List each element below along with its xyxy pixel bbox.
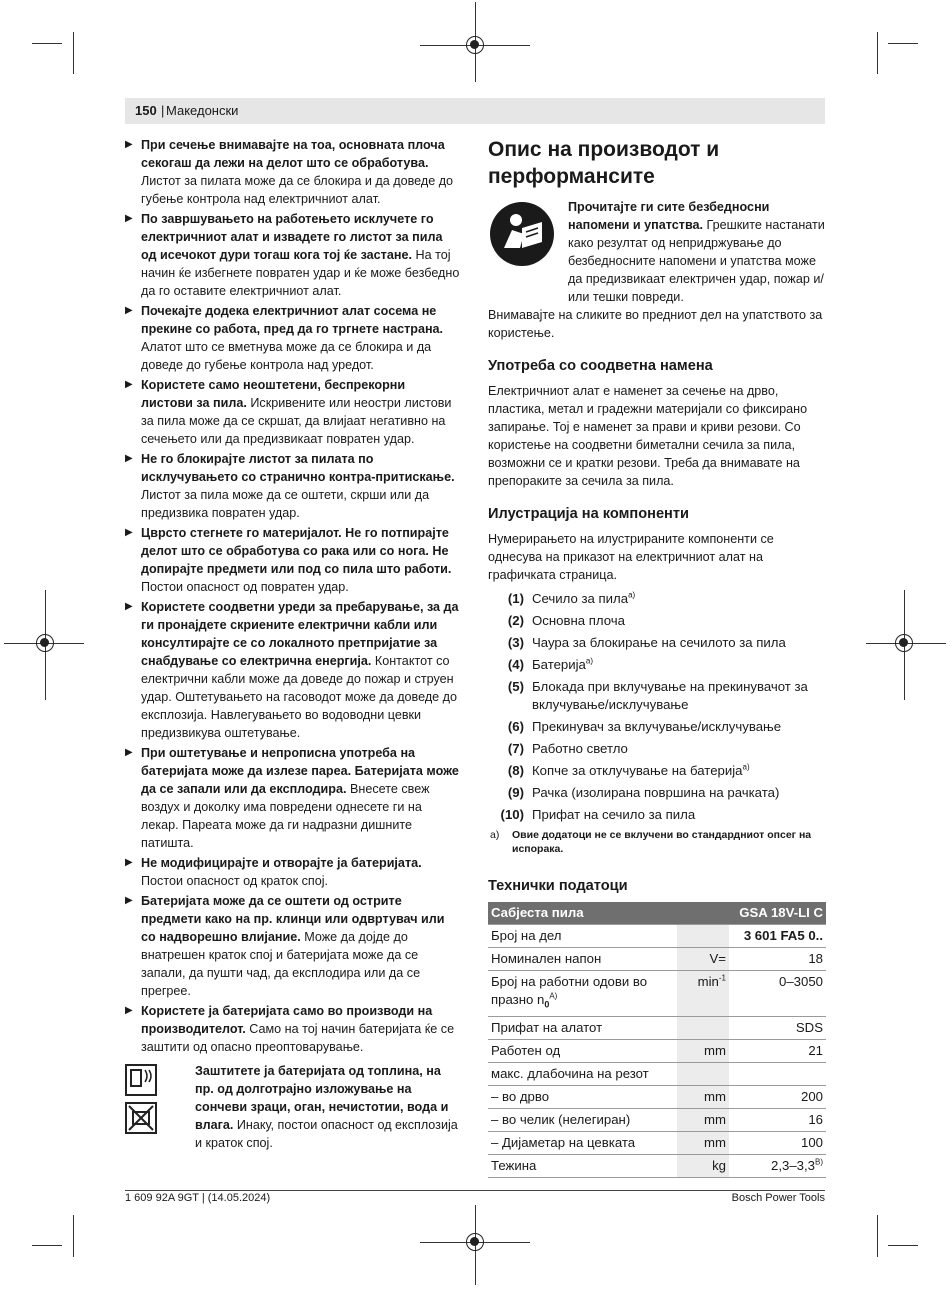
tech-row-unit-exponent: -1 — [718, 973, 726, 983]
component-label: Основна плоча — [532, 613, 625, 628]
tech-data-title: Технички податоци — [488, 878, 628, 894]
tech-row-label-text: Број на дел — [491, 928, 562, 943]
component-number: (3) — [507, 635, 524, 650]
bullet-text: Само на тој начин батеријата ќе се заштити од опасно преоптоварување. — [141, 1022, 455, 1054]
tech-row-value — [729, 925, 826, 948]
tech-table-header — [488, 902, 826, 925]
tech-row-label-text: Број на работни одови во празно n — [491, 974, 648, 1007]
safety-bullet — [125, 1002, 460, 1056]
tech-row-unit — [677, 971, 729, 1017]
component-footnote-ref: a) — [742, 762, 750, 772]
crop-mark — [888, 1245, 918, 1246]
safety-bullet — [125, 598, 460, 742]
no-water-icon — [125, 1102, 157, 1134]
component-label: Батерија — [532, 657, 586, 672]
components-list — [488, 590, 826, 824]
tech-row-value — [729, 1154, 826, 1177]
footer-rule — [125, 1190, 825, 1191]
safety-bullet — [125, 744, 460, 852]
registration-mark — [36, 634, 54, 652]
tech-row-value — [729, 971, 826, 1017]
safety-bullet-list — [125, 136, 460, 1056]
tech-row-value-footnote: B) — [815, 1157, 823, 1167]
crop-mark — [888, 43, 918, 44]
tech-row-label — [488, 1062, 677, 1085]
component-item — [488, 718, 826, 736]
heat-pictograms — [125, 1064, 161, 1140]
tech-table-row — [488, 1154, 826, 1177]
tech-table-row — [488, 1062, 826, 1085]
bullet-arrow-icon: ▶ — [125, 747, 133, 758]
heat-warning-bold: Заштитете ја батеријата од топлина, на пр. од долготрајно изложување на сончеви зраци, оган, нечистотии, вода и влага. — [195, 1064, 449, 1132]
tech-table-row — [488, 925, 826, 948]
left-column — [125, 136, 460, 1152]
tech-table-row — [488, 1131, 826, 1154]
tech-row-value-text: 200 — [800, 1088, 823, 1104]
component-label: Работно светло — [532, 741, 628, 756]
footer-brand: Bosch Power Tools — [731, 1192, 825, 1204]
tech-row-value-text: SDS — [795, 1019, 823, 1035]
tech-row-label-text: – во дрво — [491, 1088, 550, 1104]
tech-table-row — [488, 1085, 826, 1108]
component-number: (8) — [507, 763, 524, 778]
component-footnote-ref: a) — [628, 590, 636, 600]
tech-row-value-text: 100 — [800, 1134, 823, 1150]
footer-doc-id: 1 609 92A 9GT | (14.05.2024) — [125, 1192, 271, 1204]
crop-mark — [73, 1215, 74, 1257]
bullet-bold-text: Не модифицирајте и отворајте ја батеријата. — [141, 856, 422, 870]
component-item — [488, 612, 826, 630]
bullet-bold-text: При сечење внимавајте на тоа, основната плоча секогаш да лежи на делот што се обработува. — [141, 138, 445, 170]
right-column — [488, 136, 826, 1178]
bullet-arrow-icon: ▶ — [125, 1005, 133, 1016]
bullet-bold-text: Користете само неоштетени, беспрекорни листови за пила. — [141, 378, 406, 410]
component-label: Копче за отклучување на батерија — [532, 763, 743, 778]
bullet-bold-text: Користете ја батеријата само во производи на производителот. — [141, 1004, 433, 1036]
bullet-arrow-icon: ▶ — [125, 601, 133, 612]
bullet-arrow-icon: ▶ — [125, 213, 133, 224]
tech-row-value-text: 21 — [808, 1042, 823, 1058]
bullet-text: Алатот што се вметнува може да се блокира и да доведе до губење контрола над уредот. — [141, 340, 432, 372]
tech-table-row — [488, 1108, 826, 1131]
component-number: (1) — [507, 591, 524, 606]
tech-row-label — [488, 1131, 677, 1154]
tech-row-value-text: 2,3–3,3 — [771, 1157, 815, 1173]
bullet-arrow-icon: ▶ — [125, 895, 133, 906]
crop-mark — [877, 32, 878, 74]
read-notice-text: Грешките настанати како резултат од непридржување до безбедносните напомени и упатства може да предизвикаат електричен удар, пожар и/или тешки повреди. — [568, 218, 825, 304]
read-notice-bold: Прочитајте ги сите безбедносни напомени и упатства. — [568, 200, 770, 232]
tech-row-value-text: 16 — [808, 1111, 823, 1127]
crop-mark — [73, 32, 74, 74]
section-title: Опис на производот и перформансите — [488, 138, 720, 188]
component-number: (5) — [507, 679, 524, 694]
crop-mark — [877, 1215, 878, 1257]
tech-row-value — [729, 1085, 826, 1108]
crop-mark — [32, 43, 62, 44]
intended-use-text: Електричниот алат е наменет за сечење на дрво, пластика, метал и градежни материјали со фиксирано запирање. Тој е наменет за прави и криви резови. Со користење на соодветни биметални сечила за пила, возможни се и кратки резови. Треба да внимавате на препораките за сечила за пила. — [488, 384, 808, 488]
tech-row-value-text: 3 601 FA5 0.. — [743, 928, 823, 943]
bullet-arrow-icon: ▶ — [125, 379, 133, 390]
heat-warning — [125, 1062, 460, 1152]
tech-table-row — [488, 1039, 826, 1062]
bullet-text: Контактот со електрични кабли може да доведе до пожар и струен удар. Оштетувањето на гасоводот може да доведе до експлозија. Навлегувањето во водоводни цевки предизвикува оштетување. — [141, 654, 458, 740]
bullet-arrow-icon: ▶ — [125, 857, 133, 868]
bullet-bold-text: Цврсто стегнете го материјалот. Не го потпирајте делот што се обработува со рака или со нога. Не допирајте предмети или под со пила што работи. — [141, 526, 452, 576]
crop-mark — [32, 1245, 62, 1246]
tech-row-unit-text: V= — [709, 951, 726, 966]
tech-table-model: GSA 18V-LI C — [729, 902, 826, 925]
tech-row-label — [488, 948, 677, 971]
tech-row-unit — [677, 1154, 729, 1177]
tech-row-label — [488, 1039, 677, 1062]
tech-row-label-text: – во челик (нелегиран) — [491, 1111, 631, 1127]
tech-row-label-subscript: 0 — [544, 999, 550, 1010]
tech-row-label — [488, 1154, 677, 1177]
component-number: (9) — [507, 785, 524, 800]
tech-row-label — [488, 1108, 677, 1131]
tech-row-value — [729, 1131, 826, 1154]
tech-row-unit-text: mm — [704, 1111, 726, 1127]
safety-bullet — [125, 854, 460, 890]
heat-warning-text: Инаку, постои опасност од експлозија и краток спој. — [195, 1118, 458, 1150]
tech-row-label-footnote: A) — [549, 991, 558, 1001]
tech-row-value — [729, 948, 826, 971]
tech-row-unit-text: mm — [704, 1134, 726, 1150]
bullet-bold-text: Батеријата може да се оштети од острите предмети како на пр. клинци или одвртувач или со надворешно влијание. — [141, 894, 445, 944]
component-label: Рачка (изолирана површина на рачката) — [532, 785, 780, 800]
bullet-bold-text: Користете соодветни уреди за пребарување, за да ги пронајдете скриените електрични кабли или консултирајте се со локалното претпријатие за снабдување со електрична енергија. — [141, 600, 459, 668]
component-item — [488, 762, 826, 780]
bullet-text: Листот за пила може да се оштети, скрши или да предизвика повратен удар. — [141, 488, 430, 520]
header-separator: | — [161, 103, 165, 118]
component-item — [488, 590, 826, 608]
tech-row-unit — [677, 1016, 729, 1039]
footnote-text: Овие додатоци не се вклучени во стандардниот опсег на испорака. — [512, 829, 812, 855]
footnote-mark: a) — [490, 829, 500, 841]
component-number: (10) — [500, 807, 524, 822]
bullet-text: Постои опасност од повратен удар. — [141, 580, 349, 594]
tech-table-row — [488, 1016, 826, 1039]
registration-mark — [466, 1233, 484, 1251]
bullet-bold-text: Почекајте додека електричниот алат сосема не прекине со работа, пред да го тргнете настрана. — [141, 304, 444, 336]
bullet-arrow-icon: ▶ — [125, 139, 133, 150]
tech-row-value — [729, 1062, 826, 1085]
component-item — [488, 678, 826, 714]
tech-row-unit — [677, 1039, 729, 1062]
component-label: Блокада при вклучување на прекинувачот за вклучување/исклучување — [532, 679, 808, 712]
tech-row-value — [729, 1108, 826, 1131]
bullet-text: На тој начин ќе избегнете повратен удар и ќе може безбедно да го оставите електричниот алат. — [141, 248, 460, 298]
tech-row-unit-text: mm — [704, 1042, 726, 1058]
bullet-bold-text: Не го блокирајте листот за пилата по исклучувањето со странично контра-притискање. — [141, 452, 455, 484]
intended-use-title: Употреба со соодветна намена — [488, 358, 713, 374]
safety-bullet — [125, 892, 460, 1000]
tech-row-label-text: Тежина — [491, 1157, 537, 1173]
components-footnote — [488, 828, 826, 856]
component-footnote-ref: a) — [585, 656, 594, 666]
tech-row-unit — [677, 1131, 729, 1154]
bullet-text: Искривените или неостри листови за пила може да се скршат, да влијаат негативно на сечењето или да предизвикаат повратен удар. — [141, 396, 452, 446]
component-item — [488, 806, 826, 824]
tech-row-label-text: Работен од — [491, 1042, 561, 1058]
tech-row-unit — [677, 1062, 729, 1085]
safety-bullet — [125, 450, 460, 522]
bullet-arrow-icon: ▶ — [125, 527, 133, 538]
page-language: Македонски — [166, 103, 239, 118]
tech-data-table — [488, 902, 826, 1178]
tech-row-unit — [677, 1085, 729, 1108]
bullet-text: Внесете свеж воздух и доколку има повредени однесете ги на лекар. Пареата може да ги надразни дишните патишта. — [141, 782, 430, 850]
component-number: (2) — [507, 613, 524, 628]
component-number: (6) — [507, 719, 524, 734]
components-intro: Нумерирањето на илустрираните компоненти се однесува на приказот на електричниот алат на графичката страница. — [488, 532, 774, 582]
page-number: 150 — [135, 103, 157, 118]
components-title: Илустрација на компоненти — [488, 506, 689, 522]
component-label: Прекинувач за вклучување/исклучување — [532, 719, 782, 734]
tech-row-label-text: Прифат на алатот — [491, 1019, 603, 1035]
tech-row-value-text: 0–3050 — [778, 974, 823, 989]
tech-row-unit-text: min — [697, 974, 719, 989]
registration-mark — [466, 36, 484, 54]
tech-row-label-text: – Дијаметар на цевката — [491, 1134, 636, 1150]
component-label: Прифат на сечило за пила — [532, 807, 696, 822]
tech-row-unit-text: mm — [704, 1088, 726, 1104]
bullet-arrow-icon: ▶ — [125, 453, 133, 464]
tech-row-label-text: Номинален напон — [491, 951, 602, 966]
tech-row-label — [488, 1085, 677, 1108]
bullet-text: Листот за пилата може да се блокира и да доведе до губење контрола над електричниот алат. — [141, 174, 454, 206]
component-number: (7) — [507, 741, 524, 756]
tech-table-product-name: Сабјеста пила — [488, 902, 677, 925]
safety-bullet — [125, 302, 460, 374]
bullet-text: Може да дојде до внатрешен краток спој и батеријата може да се запали, да пушти чад, да експлодира или да се прегрее. — [141, 930, 421, 998]
component-item — [488, 656, 826, 674]
tech-row-value — [729, 1016, 826, 1039]
bullet-bold-text: При оштетување и непрописна употреба на батеријата може да излезе пареа. Батеријата може да се запали или да експлодира. — [141, 746, 459, 796]
tech-row-unit — [677, 948, 729, 971]
bullet-text: Постои опасност од краток спој. — [141, 874, 329, 888]
read-instructions-notice — [488, 198, 826, 306]
tech-row-value-text: 18 — [808, 951, 823, 966]
safety-bullet — [125, 136, 460, 208]
bullet-arrow-icon: ▶ — [125, 305, 133, 316]
component-item — [488, 740, 826, 758]
tech-row-unit — [677, 1108, 729, 1131]
component-item — [488, 634, 826, 652]
bullet-bold-text: По завршувањето на работењето исклучете го електричниот алат и извадете го листот за пила од исечокот дури тогаш кога тој ќе застане. — [141, 212, 443, 262]
tech-table-row — [488, 971, 826, 1017]
component-item — [488, 784, 826, 802]
pictures-note: Внимавајте на сликите во предниот дел на упатството за користење. — [488, 308, 823, 340]
tech-row-label — [488, 925, 677, 948]
component-label: Сечило за пила — [532, 591, 629, 606]
tech-row-unit-text: kg — [712, 1157, 726, 1173]
component-number: (4) — [507, 657, 524, 672]
tech-row-value — [729, 1039, 826, 1062]
registration-mark — [895, 634, 913, 652]
tech-row-unit — [677, 925, 729, 948]
safety-bullet — [125, 210, 460, 300]
tech-table-row — [488, 948, 826, 971]
read-manual-icon — [490, 202, 554, 266]
tech-row-label-text: макс. длабочина на резот — [491, 1065, 649, 1081]
safety-bullet — [125, 376, 460, 448]
temperature-limit-icon — [125, 1064, 157, 1096]
tech-row-label — [488, 1016, 677, 1039]
component-label: Чаура за блокирање на сечилото за пила — [532, 635, 786, 650]
tech-row-label — [488, 971, 677, 1017]
safety-bullet — [125, 524, 460, 596]
